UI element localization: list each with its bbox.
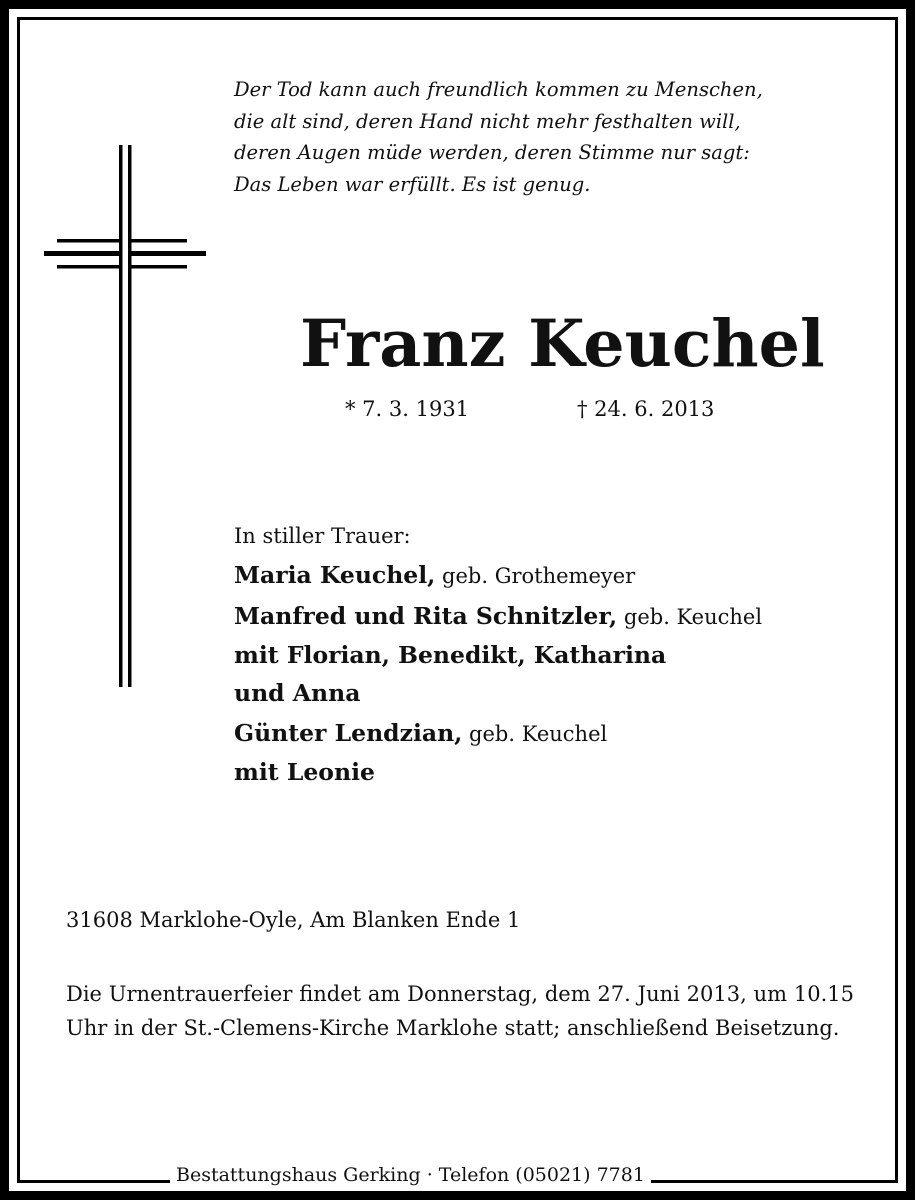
poem-line: deren Augen müde werden, deren Stimme nur sagt: <box>234 141 750 164</box>
birth-date: * 7. 3. 1931 <box>345 397 470 421</box>
poem-line: die alt sind, deren Hand nicht mehr festhalten will, <box>234 109 741 133</box>
mourner-note: geb. Keuchel <box>462 722 608 746</box>
mourner-note: geb. Grothemeyer <box>435 564 636 588</box>
cross-icon <box>44 145 206 687</box>
mourners-list <box>234 517 874 792</box>
mourner-name: Manfred und Rita Schnitzler, <box>234 602 618 630</box>
mourner-name: mit Florian, Benedikt, Katharina <box>234 641 667 669</box>
mourner-line <box>234 713 874 754</box>
mourners-heading: In stiller Trauer: <box>234 524 411 548</box>
mourner-name: und Anna <box>234 679 361 707</box>
deceased-name: Franz Keuchel <box>300 306 825 382</box>
address: 31608 Marklohe-Oyle, Am Blanken Ende 1 <box>66 908 521 932</box>
mourner-name: mit Leonie <box>234 758 375 786</box>
mourner-line <box>234 637 874 675</box>
poem <box>234 74 874 200</box>
funeral-home-footer: Bestattungshaus Gerking · Telefon (05021) 7781 <box>170 1160 651 1190</box>
death-date: † 24. 6. 2013 <box>577 397 715 421</box>
mourner-line <box>234 675 874 713</box>
mourner-line <box>234 754 874 792</box>
mourner-name: Günter Lendzian, <box>234 719 463 747</box>
mourner-note: geb. Keuchel <box>617 605 763 629</box>
mourner-name: Maria Keuchel, <box>234 561 436 589</box>
poem-line: Der Tod kann auch freundlich kommen zu Menschen, <box>234 78 763 101</box>
poem-line: Das Leben war erfüllt. Es ist genug. <box>234 172 591 196</box>
ceremony-notice: Die Urnentrauerfeier findet am Donnerstag, dem 27. Juni 2013, um 10.15 Uhr in der St.-Clemens-Kirche Marklohe statt; anschließend Beisetzung. <box>66 982 854 1040</box>
mourner-line <box>234 596 874 637</box>
mourner-line <box>234 555 874 596</box>
